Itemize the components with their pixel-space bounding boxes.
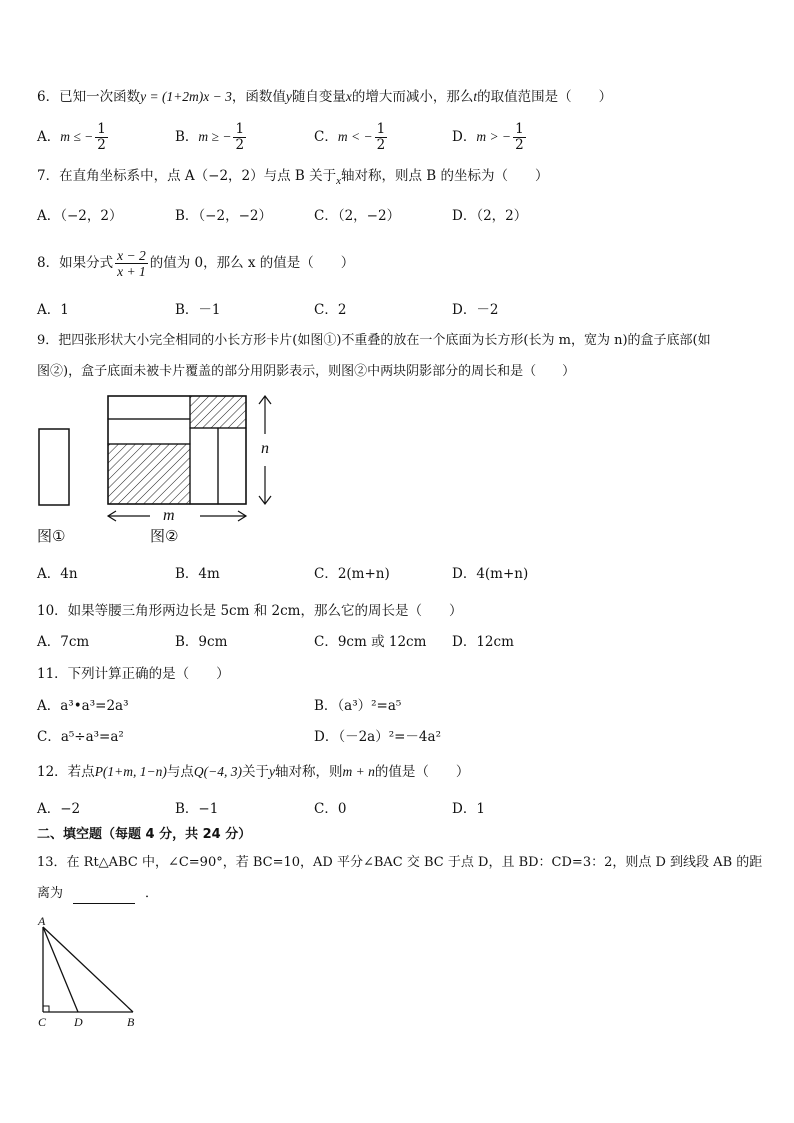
fig2-card-vertical-1 bbox=[190, 428, 218, 504]
fig1-card bbox=[39, 429, 69, 505]
q6-var-y: y bbox=[285, 89, 292, 104]
q12-point-p: P(1+m, 1−n) bbox=[94, 764, 167, 779]
q9-option-a[interactable]: A．4n bbox=[37, 566, 78, 582]
q8-fraction bbox=[115, 248, 148, 279]
fig2-card-vertical-2 bbox=[218, 428, 246, 504]
question-9-line-2: 图②)，盒子底面未被卡片覆盖的部分用阴影表示，则图②中两块阴影部分的周长和是（ ） bbox=[37, 364, 576, 379]
q12-text-d: 轴对称，则 bbox=[275, 764, 343, 780]
question-12 bbox=[37, 762, 469, 782]
fraction bbox=[95, 122, 108, 153]
fraction-num: 1 bbox=[515, 121, 524, 137]
fraction bbox=[233, 122, 246, 153]
q6-formula: y = (1+2m)x − 3 bbox=[140, 89, 232, 104]
q12-expr: m + n bbox=[342, 764, 375, 779]
question-7 bbox=[37, 166, 549, 191]
q6-text-e: 的取值范围是（ ） bbox=[477, 89, 613, 105]
q7-text-b: 轴对称，则点 B 的坐标为（ ） bbox=[341, 168, 549, 184]
fraction-den: 2 bbox=[515, 137, 524, 153]
q9-option-c[interactable]: C．2(m+n) bbox=[314, 566, 390, 582]
segment-ad bbox=[43, 927, 78, 1012]
m-dimension-arrow bbox=[108, 511, 246, 521]
option-lhs: m ≥ − bbox=[198, 129, 232, 144]
side-ab bbox=[43, 927, 133, 1012]
q11-option-b[interactable]: B．（a³）²=a⁵ bbox=[314, 698, 402, 714]
fraction-num: 1 bbox=[235, 121, 245, 137]
q10-option-d[interactable]: D．12cm bbox=[452, 634, 514, 650]
q7-var-x: x bbox=[336, 175, 342, 187]
q12-text-a: 12．若点 bbox=[37, 764, 95, 780]
question-10: 10．如果等腰三角形两边长是 5cm 和 2cm，那么它的周长是（ ） bbox=[37, 603, 463, 619]
q9-option-d[interactable]: D．4(m+n) bbox=[452, 566, 529, 582]
q8-option-d[interactable]: D．－2 bbox=[452, 302, 499, 318]
q12-text-e: 的值是（ ） bbox=[374, 764, 470, 780]
q7-option-a[interactable]: A．（−2，2） bbox=[37, 208, 123, 224]
q7-text-a: 7．在直角坐标系中，点 A（−2，2）与点 B 关于 bbox=[37, 168, 337, 184]
q6-text-b: ，函数值 bbox=[231, 89, 286, 105]
q8-text-a: 8．如果分式 bbox=[37, 255, 114, 271]
fig2-card-horizontal-2 bbox=[108, 419, 190, 444]
q12-text-b: 与点 bbox=[166, 764, 194, 780]
q8-fraction-den: x + 1 bbox=[117, 264, 146, 279]
q9-option-b[interactable]: B．4m bbox=[175, 566, 220, 582]
fig2-caption: 图② bbox=[150, 527, 179, 545]
fig2-shaded-region-1 bbox=[108, 444, 190, 504]
question-9-line-1: 9．把四张形状大小完全相同的小长方形卡片(如图①)不重叠的放在一个底面为长方形(长为 m，宽为 n)的盒子底部(如 bbox=[37, 333, 711, 348]
question-13-line-1: 13．在 Rt△ABC 中，∠C=90°，若 BC=10，AD 平分∠BAC 交 BC 于点 D，且 BD：CD=3：2，则点 D 到线段 AB 的距 bbox=[37, 855, 763, 870]
vertex-b-label: B bbox=[127, 1015, 135, 1029]
q8-option-a[interactable]: A．1 bbox=[37, 302, 69, 318]
question-11: 11．下列计算正确的是（ ） bbox=[37, 666, 230, 682]
q7-option-b[interactable]: B．（−2，−2） bbox=[175, 208, 272, 224]
q6-text-d: 的增大而减小，那么 bbox=[351, 89, 474, 105]
q12-text-c: 关于 bbox=[242, 764, 270, 780]
question-13-line-2 bbox=[37, 884, 158, 904]
q6-option-b[interactable] bbox=[175, 122, 248, 153]
option-lhs: m < − bbox=[337, 129, 373, 144]
fraction-num: 1 bbox=[97, 121, 106, 137]
vertex-c-label: C bbox=[38, 1015, 47, 1029]
fraction-den: 2 bbox=[97, 137, 106, 153]
q11-option-a[interactable]: A．a³•a³=2a³ bbox=[37, 698, 129, 714]
fraction-den: 2 bbox=[376, 137, 386, 153]
q10-option-b[interactable]: B．9cm bbox=[175, 634, 228, 650]
fraction-den: 2 bbox=[235, 137, 245, 153]
option-lhs: m ≤ − bbox=[60, 129, 94, 144]
fig2-shaded-region-2 bbox=[190, 396, 246, 428]
q6-text: 6．已知一次函数 bbox=[37, 89, 141, 105]
q6-var-x: x bbox=[345, 89, 352, 104]
q10-option-c[interactable]: C．9cm 或 12cm bbox=[314, 634, 427, 650]
fig1-caption: 图① bbox=[37, 527, 66, 545]
option-label: A． bbox=[37, 129, 61, 145]
q11-option-c[interactable]: C．a⁵÷a³=a² bbox=[37, 729, 124, 745]
q7-option-d[interactable]: D．（2，2） bbox=[452, 208, 528, 224]
q12-option-c[interactable]: C．0 bbox=[314, 801, 347, 817]
q8-option-b[interactable]: B．－1 bbox=[175, 302, 221, 318]
option-label: C． bbox=[314, 129, 338, 145]
label-n: n bbox=[261, 440, 269, 457]
q12-option-b[interactable]: B．−1 bbox=[175, 801, 219, 817]
question-8 bbox=[37, 246, 354, 280]
q11-option-d[interactable]: D．（－2a）²=－4a² bbox=[314, 729, 441, 745]
question-6 bbox=[37, 87, 612, 107]
q6-option-a[interactable] bbox=[37, 122, 110, 153]
fraction bbox=[375, 122, 388, 153]
section-2-title: 二、填空题（每题 4 分，共 24 分） bbox=[37, 827, 252, 842]
option-label: D． bbox=[452, 129, 477, 145]
q13-line2-suffix: ． bbox=[145, 886, 159, 901]
q13-line2-prefix: 离为 bbox=[37, 886, 64, 901]
point-d-label: D bbox=[74, 1015, 83, 1029]
q6-text-c: 随自变量 bbox=[291, 89, 346, 105]
q10-option-a[interactable]: A．7cm bbox=[37, 634, 90, 650]
q8-text-b: 的值为 0，那么 x 的值是（ ） bbox=[149, 255, 355, 271]
option-label: B． bbox=[175, 129, 199, 145]
q6-option-d[interactable] bbox=[452, 122, 528, 153]
q8-fraction-num: x − 2 bbox=[117, 248, 146, 263]
q6-var-t: t bbox=[473, 89, 478, 104]
q12-var-y: y bbox=[269, 764, 276, 779]
fraction bbox=[513, 122, 526, 153]
fraction-num: 1 bbox=[376, 121, 386, 137]
q7-option-c[interactable]: C．（2，−2） bbox=[314, 208, 401, 224]
answer-blank[interactable] bbox=[73, 889, 135, 904]
option-lhs: m > − bbox=[476, 129, 512, 144]
q6-option-c[interactable] bbox=[314, 122, 389, 153]
fig2-card-horizontal-1 bbox=[108, 396, 190, 419]
vertex-a-label: A bbox=[38, 914, 46, 928]
q12-option-d[interactable]: D．1 bbox=[452, 801, 485, 817]
q12-option-a[interactable]: A．−2 bbox=[37, 801, 81, 817]
q12-point-q: Q(−4, 3) bbox=[193, 764, 243, 779]
label-m: m bbox=[163, 507, 175, 524]
q8-option-c[interactable]: C．2 bbox=[314, 302, 347, 318]
